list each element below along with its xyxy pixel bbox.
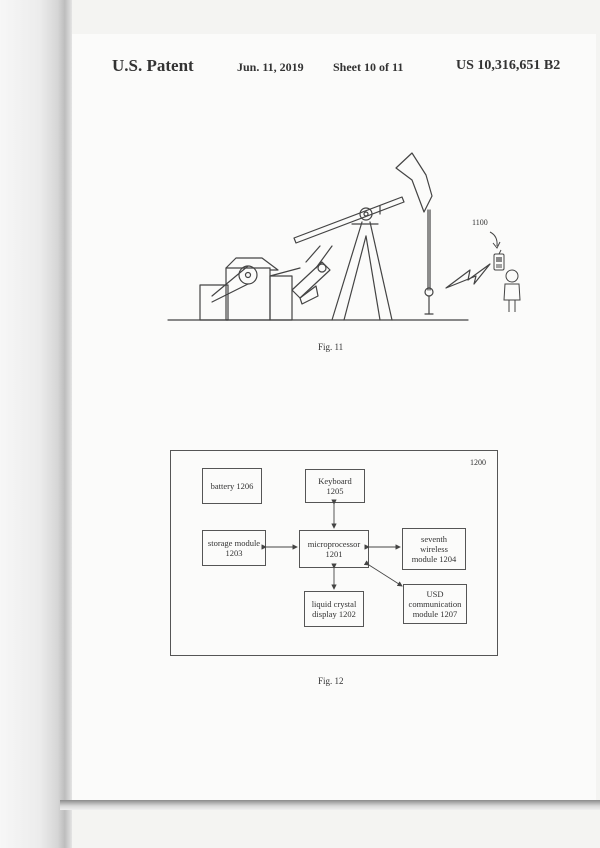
header-sheet: Sheet 10 of 11 (333, 60, 404, 74)
usd-module-label: USD communication module 1207 (408, 589, 462, 619)
fig12-caption: Fig. 12 (318, 676, 344, 686)
wireless-module-label: seventh wireless module 1204 (411, 534, 457, 564)
header-title: U.S. Patent (112, 56, 194, 75)
lcd-label: liquid crystal display 1202 (311, 599, 357, 619)
storage-module-label: storage module 1203 (207, 538, 261, 558)
header-date: Jun. 11, 2019 (237, 60, 304, 74)
battery-label: battery 1206 (210, 481, 254, 491)
header-patent-number: US 10,316,651 B2 (456, 58, 561, 73)
fig11-caption: Fig. 11 (318, 342, 344, 352)
fig12-frame-label: 1200 (470, 458, 486, 467)
keyboard-label: Keyboard 1205 (318, 476, 352, 496)
microprocessor-label: microprocessor 1201 (307, 539, 361, 559)
fig11-ref-label: 1100 (472, 218, 488, 227)
arrow-microprocessor-usd (369, 565, 402, 586)
